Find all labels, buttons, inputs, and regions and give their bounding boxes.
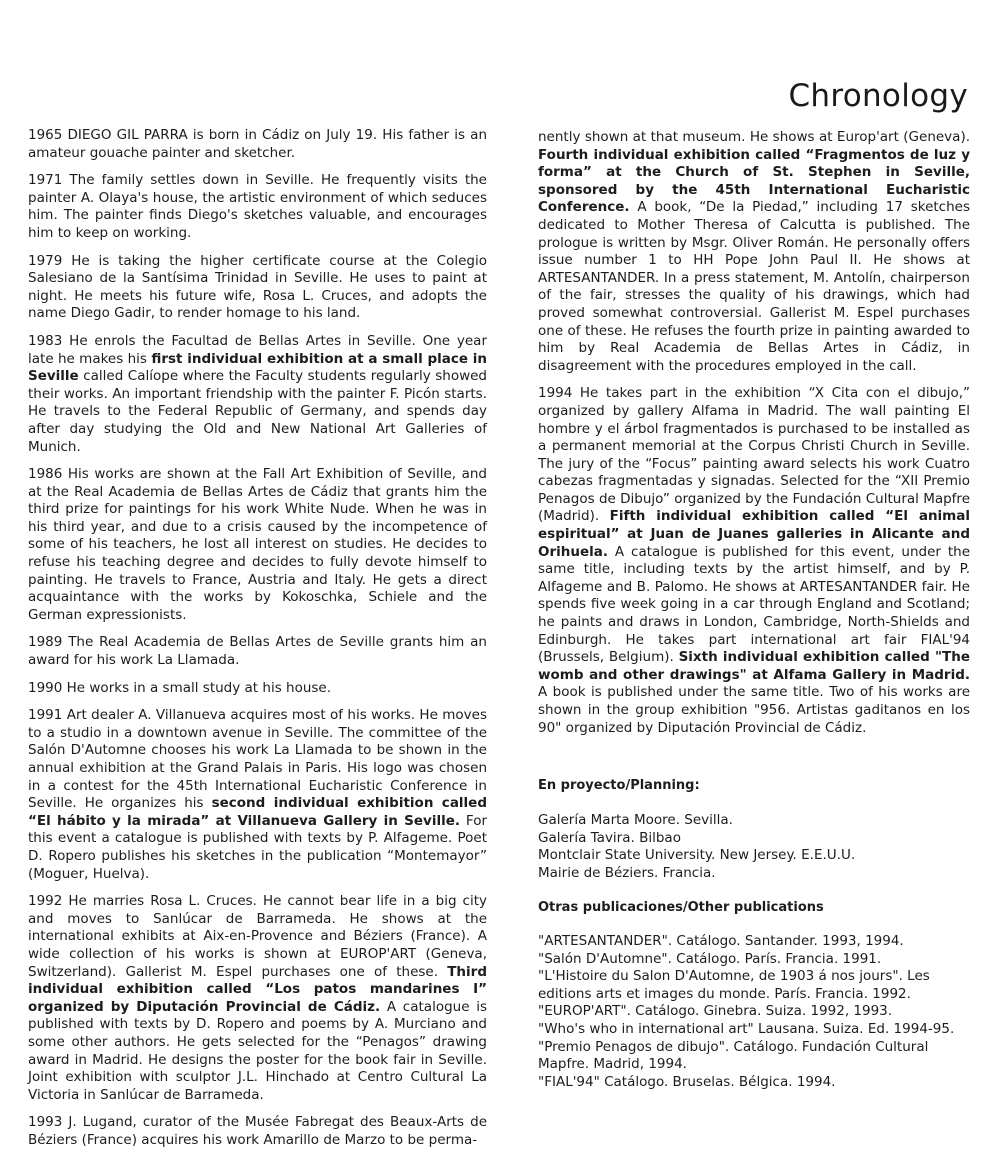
planning-section xyxy=(538,778,970,882)
chronology-entry xyxy=(28,707,487,883)
list-item: "L'Histoire du Salon D'Automne, de 1903 á nos jours". Les editions arts et images du monde. París. Francia. 1992. xyxy=(538,968,930,1002)
entry-text: 1990 He works in a small study at his house. xyxy=(28,679,332,696)
planning-heading: En proyecto/Planning: xyxy=(538,778,700,793)
chronology-entry xyxy=(28,466,487,624)
chronology-entry xyxy=(28,1114,487,1149)
entry-text: A book, “De la Piedad,” including 17 sketches dedicated to Mother Theresa of Calcutta is published. The prologue is written by Msgr. Oliver Román. He personally offers issue number 1 to HH Pope John Paul II. He shows at ARTESANTANDER. In a press statement, M. Antolín, chairperson of the fair, stresses the quality of his drawings, which had proved somewhat controversial. Gallerist M. Espel purchases one of these. He refuses the fourth prize in painting awarded to him by Real Academia de Bellas Artes in Cádiz, in disagreement with the procedures employed in the call. xyxy=(538,199,970,374)
entry-text: 1979 He is taking the higher certificate course at the Colegio Salesiano de la Santísima Trinidad in Seville. He uses to paint at night. He meets his future wife, Rosa L. Cruces, and adopts the name Diego Gadir, to render homage to his land. xyxy=(28,252,487,322)
chronology-left-column xyxy=(28,127,487,1159)
list-item: Montclair State University. New Jersey. E.E.U.U. xyxy=(538,847,856,864)
exhibition-highlight: Sixth individual exhibition called "The womb and other drawings" at Alfama Gallery in Madrid. xyxy=(538,649,970,683)
exhibition-highlight: Third individual exhibition called “Los patos mandarines I” organized by Diputación Provincial de Cádiz. xyxy=(28,963,487,1015)
list-item: "EUROP'ART". Catálogo. Ginebra. Suiza. 1992, 1993. xyxy=(538,1003,893,1020)
chronology-entry xyxy=(28,172,487,242)
entry-text: 1983 He enrols the Facultad de Bellas Artes in Seville. One year late he makes his xyxy=(28,332,487,367)
exhibition-highlight: Fourth individual exhibition called “Fragmentos de luz y forma” at the Church of St. Stephen in Seville, sponsored by the 45th International Eucharistic Conference. xyxy=(538,146,970,216)
entry-text: 1992 He marries Rosa L. Cruces. He cannot bear life in a big city and moves to Sanlúcar de Barrameda. He shows at the international exhibits at Aix-en-Provence and Béziers (France). A wide collection of his works is shown at EUROP'ART (Geneva, Switzerland). Gallerist M. Espel purchases one of these. xyxy=(28,893,487,980)
entry-text: 1986 His works are shown at the Fall Art Exhibition of Seville, and at the Real Academia de Bellas Artes de Cádiz that grants him the third prize for paintings for his work White Nude. When he was in his third year, and due to a crisis caused by the incompetence of some of his teachers, he lost all interest on studies. He decides to refuse his teaching degree and decides to fully devote himself to painting. He travels to France, Austria and Italy. He gets a direct acquaintance with the works by Kokoschka, Schiele and the German expressionists. xyxy=(28,466,487,623)
entry-text: 1989 The Real Academia de Bellas Artes de Seville grants him an award for his work La Llamada. xyxy=(28,634,487,669)
chronology-entry xyxy=(28,253,487,323)
entry-text: A catalogue is published for this event, under the same title, including texts by the artist himself, and by P. Alfageme and B. Palomo. He shows at ARTESANTANDER fair. He spends five week going in a car through England and Scotland; he paints and draws in London, Cambridge, North-Shields and Edinburgh. He takes part international art fair FIAL'94 (Brussels, Belgium). xyxy=(538,543,970,666)
chronology-entry xyxy=(28,680,487,698)
entry-text: 1965 DIEGO GIL PARRA is born in Cádiz on July 19. His father is an amateur gouache painter and sketcher. xyxy=(28,127,487,161)
chronology-entry xyxy=(538,129,970,375)
entry-text: called Calíope where the Faculty students regularly showed their works. An important friendship with the painter F. Picón starts. He travels to the Federal Republic of Germany, and spends day after day studying the Old and New National Art Galleries of Munich. xyxy=(28,368,487,455)
exhibition-highlight: second individual exhibition called “El hábito y la mirada” at Villanueva Gallery in Seville. xyxy=(28,795,487,829)
chronology-right-column xyxy=(538,129,970,747)
entry-text: 1991 Art dealer A. Villanueva acquires most of his works. He moves to a studio in a downtown avenue in Seville. The committee of the Salón D'Automne chooses his work La Llamada to be shown in the annual exhibition at the Grand Palais in Paris. His logo was chosen in a contest for the 45th International Eucharistic Conference in Seville. He organizes his xyxy=(28,707,487,812)
exhibition-highlight: first individual exhibition at a small place in Seville xyxy=(28,350,487,385)
list-item: "FIAL'94" Catálogo. Bruselas. Bélgica. 1994. xyxy=(538,1073,836,1090)
entry-text: 1971 The family settles down in Seville. He frequently visits the painter A. Olaya's house, the artistic environment of which seduces him. The painter finds Diego's sketches valuable, and encourages him to keep on working. xyxy=(28,172,487,241)
exhibition-highlight: Fifth individual exhibition called “El animal espiritual” at Juan de Juanes galleries in Alicante and Orihuela. xyxy=(538,508,970,560)
list-item: "Salón D'Automne". Catálogo. París. Francia. 1991. xyxy=(538,950,882,967)
chronology-entry xyxy=(538,385,970,737)
entry-text: A catalogue is published with texts by D. Ropero and poems by A. Murciano and some other authors. He gets selected for the “Penagos” drawing award in Madrid. He designs the poster for the book fair in Seville. Joint exhibition with sculptor J.L. Hinchado at Centro Cultural La Victoria in Sanlúcar de Barrameda. xyxy=(28,998,487,1103)
planning-list xyxy=(538,812,970,882)
entry-text: A book is published under the same title. Two of his works are shown in the group exhibition "956. Artistas gaditanos en los 90" organized by Diputación Provincial de Cádiz. xyxy=(538,684,970,736)
entry-text: 1993 J. Lugand, curator of the Musée Fabregat des Beaux-Arts de Béziers (France) acquires his work Amarillo de Marzo to be perma- xyxy=(28,1114,487,1148)
publications-section xyxy=(538,900,970,1091)
publications-heading: Otras publicaciones/Other publications xyxy=(538,900,824,915)
list-item: "ARTESANTANDER". Catálogo. Santander. 1993, 1994. xyxy=(538,933,904,949)
entry-text: 1994 He takes part in the exhibition “X Cita con el dibujo,” organized by gallery Alfama in Madrid. The wall painting El hombre y el árbol fragmentados is purchased to be installed as a permanent memorial at the Corpus Christi Church in Seville. The jury of the “Focus” painting award selects his work Cuatro cabezas fragmentadas y signadas. Selected for the “XII Premio Penagos de Dibujo” organized by the Fundación Cultural Mapfre (Madrid). xyxy=(538,385,970,525)
chronology-entry xyxy=(28,893,487,1104)
list-item: Galería Tavira. Bilbao xyxy=(538,829,681,846)
list-item: Mairie de Béziers. Francia. xyxy=(538,864,716,881)
chronology-entry xyxy=(28,634,487,669)
publications-list xyxy=(538,933,970,1091)
list-item: "Who's who in international art" Lausana. Suiza. Ed. 1994-95. xyxy=(538,1020,955,1037)
entry-text: For this event a catalogue is published with texts by P. Alfageme. Poet D. Ropero publishes his sketches in the publication “Montemayor” (Moguer, Huelva). xyxy=(28,812,488,882)
chronology-entry xyxy=(28,333,487,456)
entry-text: nently shown at that museum. He shows at Europ'art (Geneva). xyxy=(538,129,970,145)
list-item: "Premio Penagos de dibujo". Catálogo. Fundación Cultural Mapfre. Madrid, 1994. xyxy=(538,1038,929,1073)
page-title: Chronology xyxy=(788,78,968,114)
list-item: Galería Marta Moore. Sevilla. xyxy=(538,812,733,828)
chronology-entry xyxy=(28,127,487,162)
